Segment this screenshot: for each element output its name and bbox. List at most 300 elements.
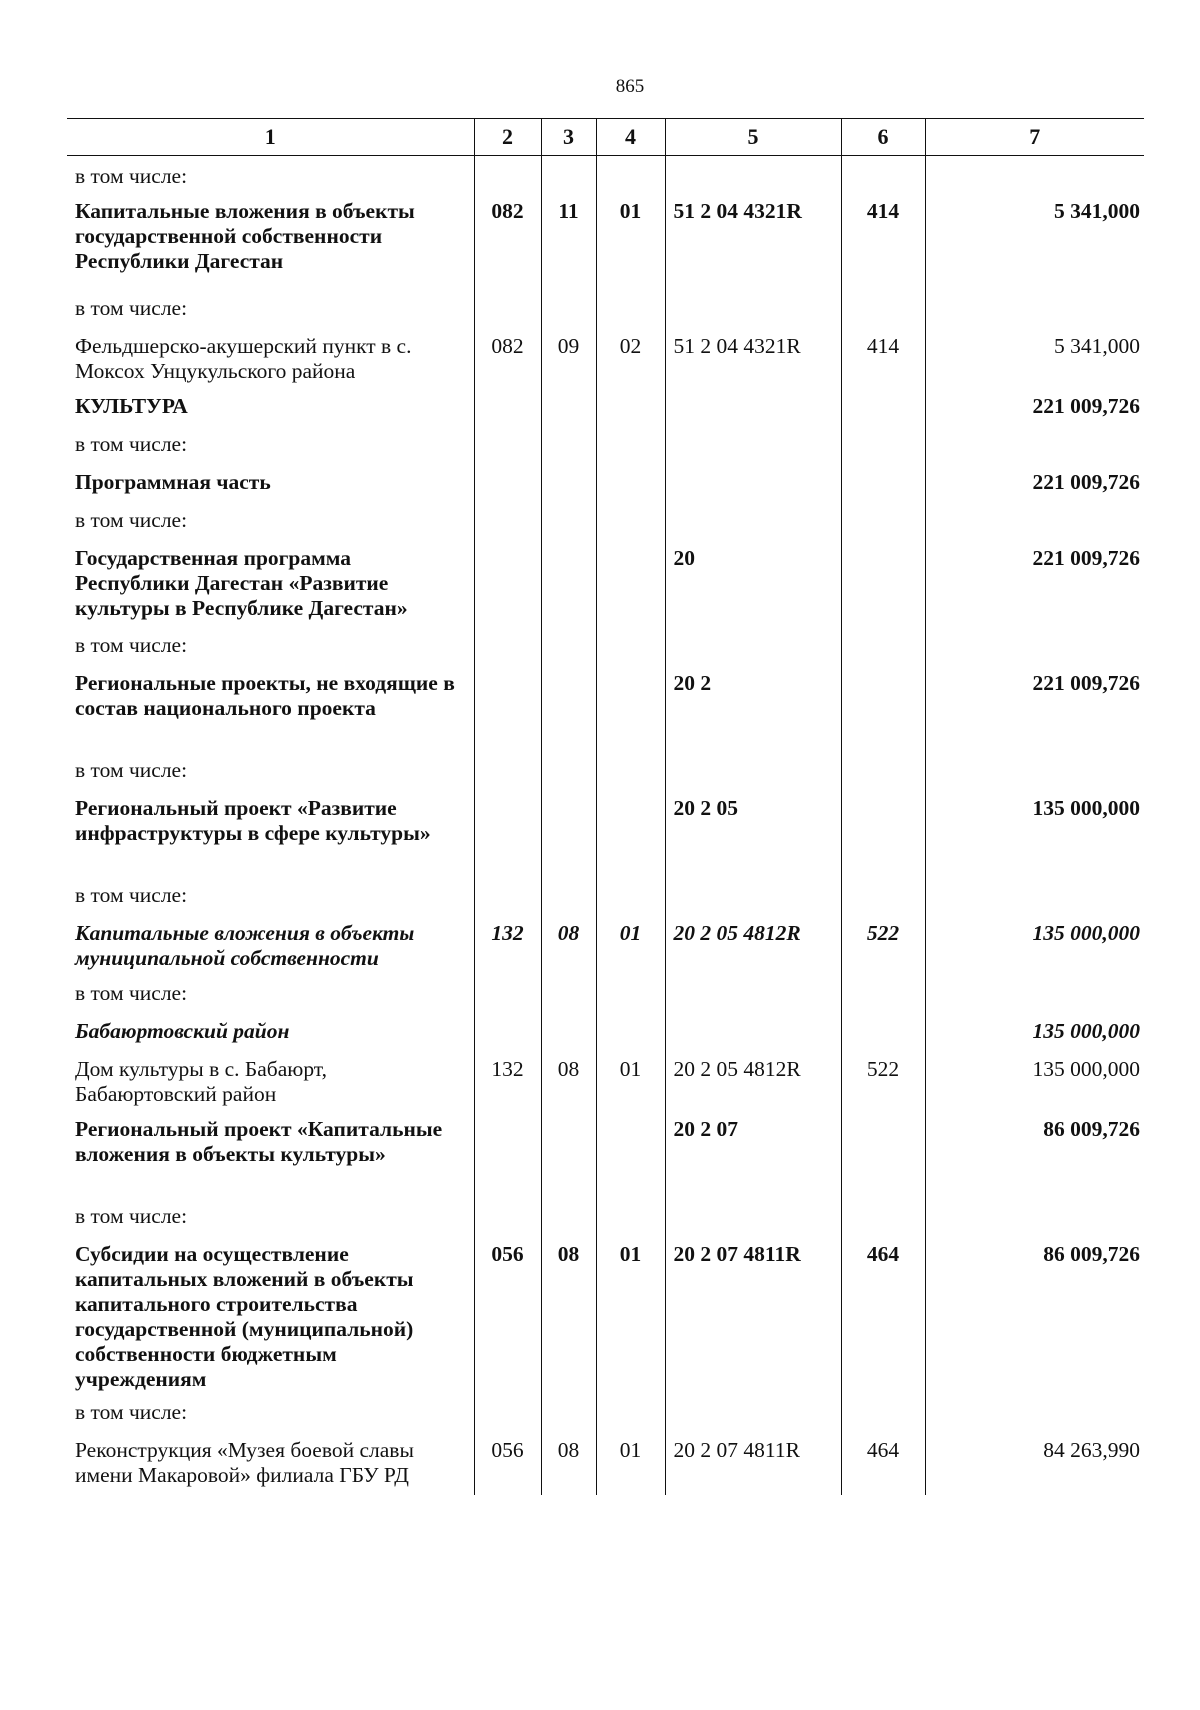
table-row	[67, 500, 1144, 538]
row-amount-cell	[925, 1430, 1144, 1495]
header-col-5: 5	[665, 119, 841, 156]
row-code-3-cell-text: 08	[557, 920, 580, 945]
row-code-2-cell	[474, 913, 541, 973]
table-row	[67, 1196, 1144, 1234]
table-row	[67, 1011, 1144, 1049]
row-name-cell	[67, 973, 474, 1011]
table-row	[67, 1392, 1144, 1430]
row-expense-type-cell-text	[842, 1196, 925, 1204]
row-target-code-cell	[665, 875, 841, 913]
row-code-2-cell-text: 082	[491, 333, 524, 358]
row-expense-type-cell	[841, 191, 925, 288]
row-code-4-cell-text	[597, 386, 665, 394]
row-code-2-cell-text: 132	[491, 920, 524, 945]
row-code-3-cell-text	[542, 386, 596, 394]
row-code-3-cell-text: 09	[557, 333, 580, 358]
row-name-cell	[67, 1392, 474, 1430]
row-target-code-cell-text	[674, 156, 841, 164]
row-code-4-cell-text	[597, 1392, 665, 1400]
row-amount-cell-text: 221 009,726	[1032, 545, 1140, 570]
row-code-4-cell-text	[597, 538, 665, 546]
row-code-3-cell-text	[542, 788, 596, 796]
row-amount-cell-text: 221 009,726	[1032, 393, 1140, 418]
row-expense-type-cell-text: 464	[866, 1241, 900, 1266]
row-expense-type-cell-text	[842, 750, 925, 758]
row-code-4-cell-text	[597, 424, 665, 432]
row-code-4-cell	[596, 424, 665, 462]
table-row	[67, 788, 1144, 875]
row-expense-type-cell-text	[842, 1392, 925, 1400]
row-code-3-cell-text	[542, 973, 596, 981]
row-expense-type-cell	[841, 875, 925, 913]
header-col-7: 7	[925, 119, 1144, 156]
row-code-3-cell-text	[542, 663, 596, 671]
page-number: 865	[615, 76, 645, 97]
table-row	[67, 424, 1144, 462]
row-code-4-cell	[596, 326, 665, 386]
row-code-2-cell-text	[475, 663, 541, 671]
row-name-cell-text: КУЛЬТУРА	[75, 393, 188, 418]
row-name-cell-text: в том числе:	[75, 980, 188, 1005]
row-code-3-cell	[541, 191, 596, 288]
row-code-3-cell	[541, 1196, 596, 1234]
budget-table-container	[67, 118, 1144, 1583]
table-row	[67, 462, 1144, 500]
row-code-2-cell	[474, 1430, 541, 1495]
row-code-4-cell	[596, 1196, 665, 1234]
table-row	[67, 750, 1144, 788]
row-amount-cell-text	[926, 973, 1141, 981]
row-code-3-cell	[541, 875, 596, 913]
row-code-4-cell	[596, 386, 665, 424]
row-code-4-cell	[596, 788, 665, 875]
row-target-code-cell-text: 20 2 05 4812R	[673, 1056, 801, 1081]
row-expense-type-cell-text	[842, 625, 925, 633]
header-col-6: 6	[841, 119, 925, 156]
row-code-3-cell	[541, 1049, 596, 1109]
row-expense-type-cell	[841, 424, 925, 462]
row-amount-cell	[925, 875, 1144, 913]
table-row	[67, 1049, 1144, 1109]
table-row	[67, 1234, 1144, 1392]
row-expense-type-cell	[841, 1011, 925, 1049]
row-code-4-cell-text	[597, 500, 665, 508]
row-target-code-cell-text	[674, 1392, 841, 1400]
row-name-cell	[67, 625, 474, 663]
row-code-3-cell-text	[542, 1011, 596, 1019]
header-row	[67, 119, 1144, 156]
row-target-code-cell-text: 51 2 04 4321R	[673, 198, 802, 223]
row-expense-type-cell-text	[842, 500, 925, 508]
row-amount-cell	[925, 156, 1144, 191]
row-code-3-cell	[541, 386, 596, 424]
row-code-4-cell-text	[597, 288, 665, 296]
row-name-cell	[67, 386, 474, 424]
row-amount-cell-text	[926, 875, 1141, 883]
table-row	[67, 326, 1144, 386]
row-amount-cell	[925, 386, 1144, 424]
row-name-cell	[67, 156, 474, 191]
row-amount-cell	[925, 288, 1144, 326]
row-target-code-cell	[665, 1392, 841, 1430]
row-code-2-cell-text	[475, 386, 541, 394]
row-amount-cell	[925, 191, 1144, 288]
row-name-cell	[67, 1430, 474, 1495]
row-code-2-cell	[474, 625, 541, 663]
row-target-code-cell	[665, 500, 841, 538]
row-code-2-cell-text	[475, 625, 541, 633]
table-row	[67, 1430, 1144, 1495]
row-code-2-cell-text: 082	[491, 198, 524, 223]
row-code-2-cell-text	[475, 750, 541, 758]
row-name-cell	[67, 1109, 474, 1196]
row-target-code-cell-text: 20 2 05	[673, 795, 738, 820]
row-name-cell	[67, 500, 474, 538]
row-amount-cell-text	[926, 1196, 1141, 1204]
table-row	[67, 663, 1144, 750]
row-target-code-cell-text: 20 2 07 4811R	[673, 1241, 801, 1266]
row-code-4-cell	[596, 1109, 665, 1196]
table-row	[67, 875, 1144, 913]
row-code-3-cell	[541, 156, 596, 191]
row-name-cell	[67, 788, 474, 875]
row-target-code-cell-text: 20 2	[673, 670, 712, 695]
row-code-2-cell	[474, 788, 541, 875]
row-target-code-cell-text	[674, 500, 841, 508]
row-target-code-cell	[665, 424, 841, 462]
row-code-4-cell	[596, 913, 665, 973]
row-expense-type-cell	[841, 1234, 925, 1392]
row-code-2-cell	[474, 1196, 541, 1234]
row-target-code-cell	[665, 625, 841, 663]
row-target-code-cell	[665, 288, 841, 326]
header-col-3: 3	[541, 119, 596, 156]
row-name-cell	[67, 462, 474, 500]
row-name-cell-text: Бабаюртовский район	[75, 1018, 290, 1043]
row-expense-type-cell-text: 414	[866, 198, 900, 223]
table-row	[67, 625, 1144, 663]
row-name-cell	[67, 326, 474, 386]
row-amount-cell	[925, 788, 1144, 875]
row-amount-cell-text: 135 000,000	[1032, 920, 1140, 945]
row-target-code-cell-text: 20 2 07	[673, 1116, 738, 1141]
row-expense-type-cell	[841, 663, 925, 750]
row-name-cell	[67, 1234, 474, 1392]
row-name-cell-text: в том числе:	[75, 164, 188, 188]
row-expense-type-cell-text	[842, 288, 925, 296]
row-expense-type-cell	[841, 386, 925, 424]
row-expense-type-cell-text: 522	[866, 920, 900, 945]
row-amount-cell	[925, 625, 1144, 663]
row-expense-type-cell	[841, 500, 925, 538]
budget-table	[67, 118, 1144, 1495]
row-amount-cell-text: 84 263,990	[1043, 1437, 1140, 1462]
row-target-code-cell	[665, 326, 841, 386]
row-name-cell	[67, 1049, 474, 1109]
table-row	[67, 288, 1144, 326]
row-code-4-cell-text	[597, 663, 665, 671]
row-amount-cell	[925, 1049, 1144, 1109]
row-name-cell	[67, 424, 474, 462]
row-expense-type-cell-text	[842, 386, 925, 394]
row-code-2-cell	[474, 663, 541, 750]
row-code-4-cell-text	[597, 973, 665, 981]
row-code-2-cell	[474, 500, 541, 538]
row-code-4-cell-text: 02	[619, 333, 642, 358]
row-code-4-cell	[596, 1392, 665, 1430]
row-code-2-cell-text	[475, 875, 541, 883]
row-code-2-cell-text	[475, 288, 541, 296]
row-code-2-cell	[474, 1234, 541, 1392]
row-code-2-cell-text	[475, 1011, 541, 1019]
row-amount-cell-text: 86 009,726	[1043, 1241, 1140, 1266]
row-amount-cell-text	[926, 625, 1141, 633]
row-code-2-cell-text: 056	[491, 1437, 524, 1462]
row-expense-type-cell	[841, 288, 925, 326]
row-amount-cell-text	[926, 288, 1141, 296]
row-name-cell-text: в том числе:	[75, 507, 188, 532]
row-expense-type-cell	[841, 750, 925, 788]
row-amount-cell-text: 135 000,000	[1032, 795, 1140, 820]
row-code-4-cell	[596, 1430, 665, 1495]
row-code-2-cell	[474, 1049, 541, 1109]
row-code-2-cell	[474, 386, 541, 424]
row-expense-type-cell	[841, 1196, 925, 1234]
row-amount-cell-text: 135 000,000	[1032, 1018, 1140, 1043]
row-code-4-cell-text: 01	[619, 1437, 642, 1462]
row-code-3-cell	[541, 424, 596, 462]
row-code-3-cell-text	[542, 1392, 596, 1400]
table-row	[67, 191, 1144, 288]
row-code-2-cell	[474, 1011, 541, 1049]
row-target-code-cell	[665, 1430, 841, 1495]
row-code-3-cell-text: 08	[557, 1437, 580, 1462]
row-target-code-cell-text: 51 2 04 4321R	[673, 333, 801, 358]
row-name-cell-text: Капитальные вложения в объекты муниципальной собственности	[75, 920, 415, 970]
row-code-4-cell-text: 01	[619, 198, 642, 223]
row-expense-type-cell-text	[842, 462, 925, 470]
row-expense-type-cell	[841, 788, 925, 875]
row-target-code-cell	[665, 538, 841, 625]
row-expense-type-cell-text	[842, 973, 925, 981]
row-code-2-cell	[474, 462, 541, 500]
row-code-2-cell-text	[475, 1392, 541, 1400]
row-expense-type-cell	[841, 913, 925, 973]
row-code-4-cell-text	[597, 625, 665, 633]
row-amount-cell	[925, 538, 1144, 625]
row-code-3-cell	[541, 538, 596, 625]
row-amount-cell	[925, 663, 1144, 750]
row-name-cell	[67, 288, 474, 326]
row-amount-cell	[925, 750, 1144, 788]
row-amount-cell-text	[926, 750, 1141, 758]
row-expense-type-cell-text: 464	[866, 1437, 900, 1462]
row-code-4-cell	[596, 750, 665, 788]
row-target-code-cell	[665, 386, 841, 424]
row-name-cell	[67, 875, 474, 913]
row-code-4-cell	[596, 288, 665, 326]
row-name-cell	[67, 913, 474, 973]
row-amount-cell-text	[926, 156, 1141, 164]
row-code-4-cell-text: 01	[619, 920, 642, 945]
row-code-2-cell-text	[475, 1109, 541, 1117]
row-expense-type-cell-text	[842, 788, 925, 796]
row-name-cell-text: в том числе:	[75, 1399, 188, 1424]
row-expense-type-cell	[841, 625, 925, 663]
row-expense-type-cell-text	[842, 663, 925, 671]
row-name-cell-text: Региональные проекты, не входящие в состав национального проекта	[75, 670, 455, 720]
row-code-2-cell	[474, 288, 541, 326]
row-code-3-cell	[541, 625, 596, 663]
row-expense-type-cell-text	[842, 1109, 925, 1117]
row-code-3-cell	[541, 1011, 596, 1049]
table-row	[67, 1109, 1144, 1196]
row-code-2-cell	[474, 191, 541, 288]
row-target-code-cell	[665, 750, 841, 788]
row-code-3-cell-text	[542, 424, 596, 432]
row-name-cell-text: Реконструкция «Музея боевой славы имени Макаровой» филиала ГБУ РД	[75, 1437, 414, 1487]
table-row	[67, 973, 1144, 1011]
row-code-4-cell	[596, 1011, 665, 1049]
row-expense-type-cell	[841, 538, 925, 625]
row-code-2-cell-text	[475, 424, 541, 432]
row-target-code-cell	[665, 1234, 841, 1392]
row-code-4-cell	[596, 973, 665, 1011]
row-code-2-cell-text	[475, 462, 541, 470]
row-expense-type-cell	[841, 156, 925, 191]
row-code-2-cell-text	[475, 788, 541, 796]
row-code-2-cell-text: 056	[491, 1241, 524, 1266]
row-code-3-cell	[541, 913, 596, 973]
row-name-cell-text: Дом культуры в с. Бабаюрт, Бабаюртовский район	[75, 1056, 327, 1106]
row-expense-type-cell-text	[842, 538, 925, 546]
row-code-3-cell	[541, 462, 596, 500]
row-amount-cell	[925, 1196, 1144, 1234]
row-code-3-cell-text	[542, 875, 596, 883]
row-code-4-cell	[596, 500, 665, 538]
row-expense-type-cell-text	[842, 424, 925, 432]
row-code-3-cell-text	[542, 538, 596, 546]
row-code-4-cell	[596, 191, 665, 288]
row-expense-type-cell-text: 522	[866, 1056, 900, 1081]
row-code-2-cell-text: 132	[491, 1056, 524, 1081]
row-name-cell-text: Субсидии на осуществление капитальных вложений в объекты капитального строительства государственной (муниципальной) собственности бюджетным учреждениям	[75, 1241, 414, 1391]
row-code-3-cell-text	[542, 500, 596, 508]
row-code-3-cell	[541, 1109, 596, 1196]
row-target-code-cell	[665, 973, 841, 1011]
row-code-3-cell-text: 08	[557, 1056, 580, 1081]
row-code-2-cell-text	[475, 973, 541, 981]
row-code-2-cell-text	[475, 156, 541, 164]
row-code-2-cell	[474, 424, 541, 462]
row-amount-cell	[925, 1011, 1144, 1049]
row-code-4-cell	[596, 538, 665, 625]
row-target-code-cell	[665, 1011, 841, 1049]
row-amount-cell-text: 5 341,000	[1054, 333, 1140, 358]
row-amount-cell-text: 5 341,000	[1054, 198, 1140, 223]
row-amount-cell	[925, 500, 1144, 538]
row-amount-cell	[925, 1109, 1144, 1196]
row-name-cell-text: в том числе:	[75, 1203, 188, 1228]
row-target-code-cell	[665, 1196, 841, 1234]
row-target-code-cell-text: 20	[673, 545, 695, 570]
row-code-4-cell-text	[597, 1011, 665, 1019]
row-code-3-cell-text	[542, 1109, 596, 1117]
row-amount-cell-text: 221 009,726	[1032, 469, 1140, 494]
row-code-3-cell-text	[542, 288, 596, 296]
row-amount-cell	[925, 1392, 1144, 1430]
row-code-4-cell-text: 01	[619, 1056, 642, 1081]
row-code-3-cell-text: 08	[557, 1241, 580, 1266]
row-target-code-cell	[665, 1049, 841, 1109]
row-name-cell-text: Региональный проект «Капитальные вложения в объекты культуры»	[75, 1116, 443, 1166]
table-row	[67, 538, 1144, 625]
row-code-3-cell	[541, 788, 596, 875]
row-code-2-cell	[474, 1109, 541, 1196]
row-name-cell-text: в том числе:	[75, 632, 188, 657]
row-target-code-cell-text	[674, 462, 841, 470]
row-code-3-cell	[541, 1392, 596, 1430]
row-expense-type-cell	[841, 1392, 925, 1430]
row-code-4-cell-text	[597, 788, 665, 796]
row-name-cell	[67, 538, 474, 625]
row-code-4-cell	[596, 1049, 665, 1109]
row-target-code-cell	[665, 156, 841, 191]
row-expense-type-cell	[841, 326, 925, 386]
row-target-code-cell	[665, 1109, 841, 1196]
table-row	[67, 156, 1144, 191]
row-expense-type-cell	[841, 1430, 925, 1495]
row-expense-type-cell-text: 414	[866, 333, 900, 358]
row-code-2-cell-text	[475, 1196, 541, 1204]
row-code-3-cell	[541, 973, 596, 1011]
row-code-3-cell	[541, 1430, 596, 1495]
row-target-code-cell-text	[674, 386, 841, 394]
row-target-code-cell-text	[674, 973, 841, 981]
row-target-code-cell	[665, 191, 841, 288]
row-name-cell	[67, 663, 474, 750]
row-target-code-cell-text	[674, 875, 841, 883]
row-code-4-cell	[596, 1234, 665, 1392]
row-code-2-cell	[474, 750, 541, 788]
row-expense-type-cell	[841, 973, 925, 1011]
row-amount-cell-text: 86 009,726	[1043, 1116, 1140, 1141]
row-amount-cell-text: 135 000,000	[1032, 1056, 1140, 1081]
row-amount-cell-text: 221 009,726	[1032, 670, 1140, 695]
row-expense-type-cell	[841, 462, 925, 500]
row-code-3-cell	[541, 326, 596, 386]
row-code-4-cell	[596, 875, 665, 913]
row-name-cell-text: в том числе:	[75, 882, 188, 907]
row-code-2-cell	[474, 973, 541, 1011]
row-amount-cell-text	[926, 1392, 1141, 1400]
row-target-code-cell-text	[674, 625, 841, 633]
row-expense-type-cell	[841, 1109, 925, 1196]
row-code-2-cell-text	[475, 538, 541, 546]
row-amount-cell-text	[926, 424, 1141, 432]
row-code-3-cell	[541, 663, 596, 750]
row-name-cell-text: Капитальные вложения в объекты государственной собственности Республики Дагестан	[75, 198, 415, 273]
row-name-cell-text: Фельдшерско-акушерский пункт в с. Моксох Унцукульского района	[75, 333, 412, 383]
row-code-4-cell-text: 01	[619, 1241, 642, 1266]
row-amount-cell	[925, 462, 1144, 500]
row-code-4-cell	[596, 156, 665, 191]
row-code-4-cell-text	[597, 156, 665, 164]
row-target-code-cell-text: 20 2 05 4812R	[673, 920, 801, 945]
row-code-3-cell-text: 11	[558, 198, 579, 223]
table-row	[67, 386, 1144, 424]
row-amount-cell	[925, 973, 1144, 1011]
